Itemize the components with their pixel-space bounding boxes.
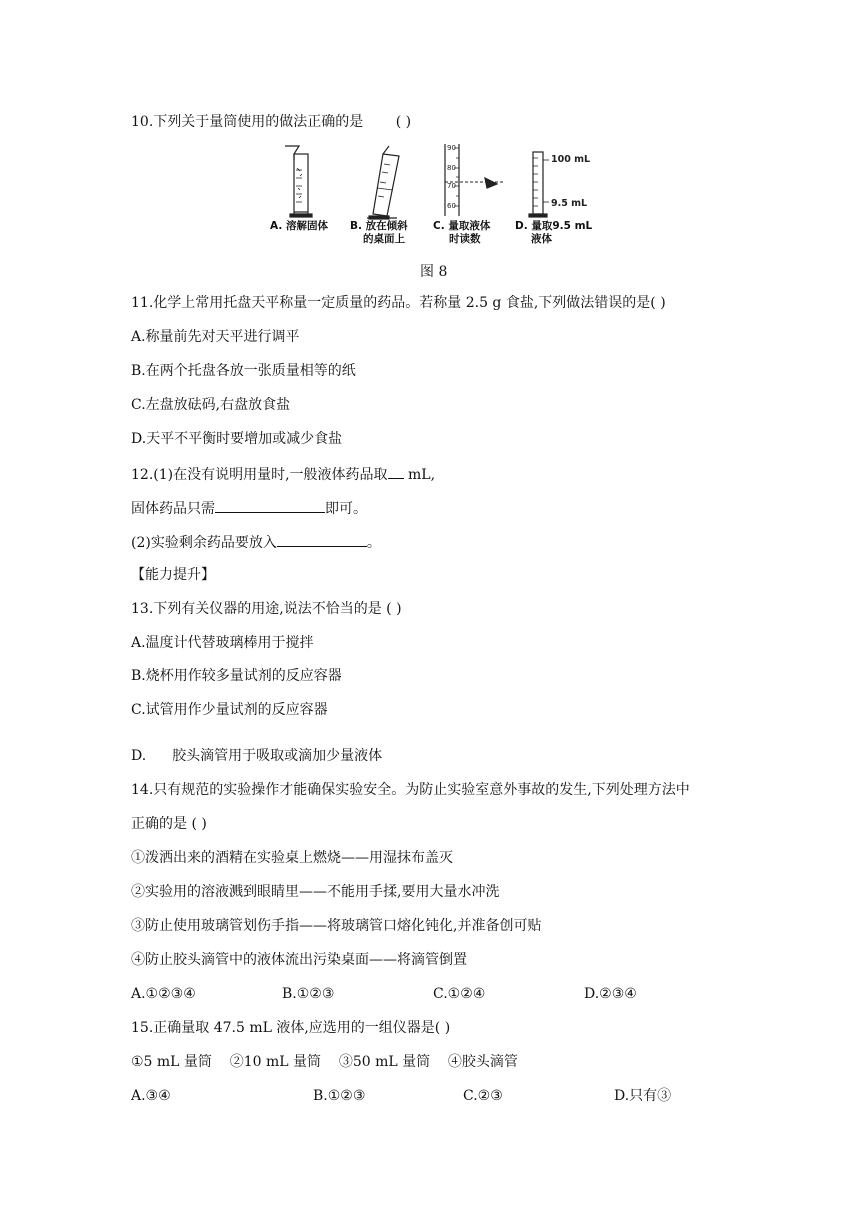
caption-d-line1: D. 量取9.5 mL [515, 220, 593, 232]
q14-choice-b: B.①②③ [282, 986, 335, 1002]
caption-a-line: A. 溶解固体 [270, 220, 328, 232]
caption-b-line2: 的桌面上 [363, 233, 405, 245]
q11-option-d: D.天平不平衡时要增加或减少食盐 [131, 431, 343, 447]
caption-d [515, 220, 592, 246]
q13-option-d-text: 胶头滴管用于吸取或滴加少量液体 [172, 748, 383, 764]
q12-part2 [131, 532, 381, 552]
q13-option-c: C.试管用作少量试剂的反应容器 [131, 702, 328, 718]
q12-text: (2)实验剩余药品要放入 [131, 535, 277, 551]
caption-c [433, 220, 490, 246]
q12-text: 。 [366, 535, 381, 551]
q11-option-b: B.在两个托盘各放一张质量相等的纸 [131, 363, 356, 379]
q15-items: ①5 mL 量筒 ②10 mL 量筒 ③50 mL 量筒 ④胶头滴管 [131, 1054, 518, 1070]
q15-stem: 15.正确量取 47.5 mL 液体,应选用的一组仪器是( ) [131, 1020, 451, 1036]
d-label-9-5ml: 9.5 mL [551, 198, 588, 209]
q14-item-3: ③防止使用玻璃管划伤手指——将玻璃管口熔化钝化,并准备创可贴 [131, 918, 542, 934]
q14-choice-d: D.②③④ [584, 986, 637, 1002]
q14-item-4: ④防止胶头滴管中的液体流出污染桌面——将滴管倒置 [131, 952, 467, 968]
section-title: 【能力提升】 [131, 567, 215, 583]
tick-label: 90 [447, 144, 456, 152]
q11-stem: 11.化学上常用托盘天平称量一定质量的药品。若称量 2.5 g 食盐,下列做法错误的是( ) [131, 295, 666, 311]
panel-d-graphic [529, 152, 549, 217]
q15-choice-c: C.②③ [463, 1088, 503, 1104]
q12-text: 即可。 [325, 501, 367, 517]
q14-item-1: ①泼洒出来的酒精在实验桌上燃烧——用湿抹布盖灭 [131, 850, 453, 866]
q10-answer-paren: ( ) [395, 114, 412, 130]
q12-unit: mL, [403, 467, 436, 483]
q13-option-b: B.烧杯用作较多量试剂的反应容器 [131, 668, 342, 684]
q12-part1-line2 [131, 498, 367, 518]
q12-text: 固体药品只需 [131, 501, 215, 517]
q10-stem-text: 10.下列关于量筒使用的做法正确的是 [131, 114, 364, 130]
q14-choice-c: C.①②④ [433, 986, 486, 1002]
answer-blank[interactable] [215, 498, 325, 513]
q12-text: 12.(1)在没有说明用量时,一般液体药品取 [131, 467, 388, 483]
q13-option-d-label: D. [131, 748, 147, 764]
q14-stem-line2: 正确的是 ( ) [131, 816, 207, 832]
q12-part1-line1 [131, 464, 435, 484]
caption-b [350, 220, 408, 246]
q14-stem-line1: 14.只有规范的实验操作才能确保实验安全。为防止实验室意外事故的发生,下列处理方法中 [131, 782, 690, 798]
q14-choice-a: A.①②③④ [131, 986, 196, 1002]
q15-choice-b: B.①②③ [313, 1088, 366, 1104]
q10-stem [131, 113, 411, 131]
q15-choice-d: D.只有③ [614, 1088, 672, 1104]
q13-stem: 13.下列有关仪器的用途,说法不恰当的是 ( ) [131, 601, 402, 617]
panel-a-graphic [285, 146, 312, 217]
answer-blank[interactable] [388, 464, 404, 479]
caption-c-line2: 时读数 [449, 233, 481, 245]
q14-item-2: ②实验用的溶液溅到眼睛里——不能用手揉,要用大量水冲洗 [131, 884, 500, 900]
figure-caption: 图 8 [420, 264, 448, 280]
panel-b-graphic [367, 146, 399, 219]
d-label-100ml: 100 mL [551, 154, 591, 165]
tick-label: 70 [447, 182, 456, 190]
caption-c-line1: C. 量取液体 [433, 220, 491, 232]
answer-blank[interactable] [277, 532, 367, 547]
q13-option-a: A.温度计代替玻璃棒用于搅拌 [131, 635, 314, 651]
panel-c-ticks [447, 144, 456, 210]
caption-a [270, 220, 328, 233]
q11-option-a: A.称量前先对天平进行调平 [131, 329, 300, 345]
q13-option-d [131, 747, 382, 765]
caption-b-line1: B. 放在倾斜 [350, 220, 408, 232]
q15-choice-a: A.③④ [131, 1088, 171, 1104]
tick-label: 60 [447, 202, 456, 210]
tick-label: 80 [447, 164, 456, 172]
q11-option-c: C.左盘放砝码,右盘放食盐 [131, 397, 291, 413]
caption-d-line2: 液体 [531, 233, 552, 245]
